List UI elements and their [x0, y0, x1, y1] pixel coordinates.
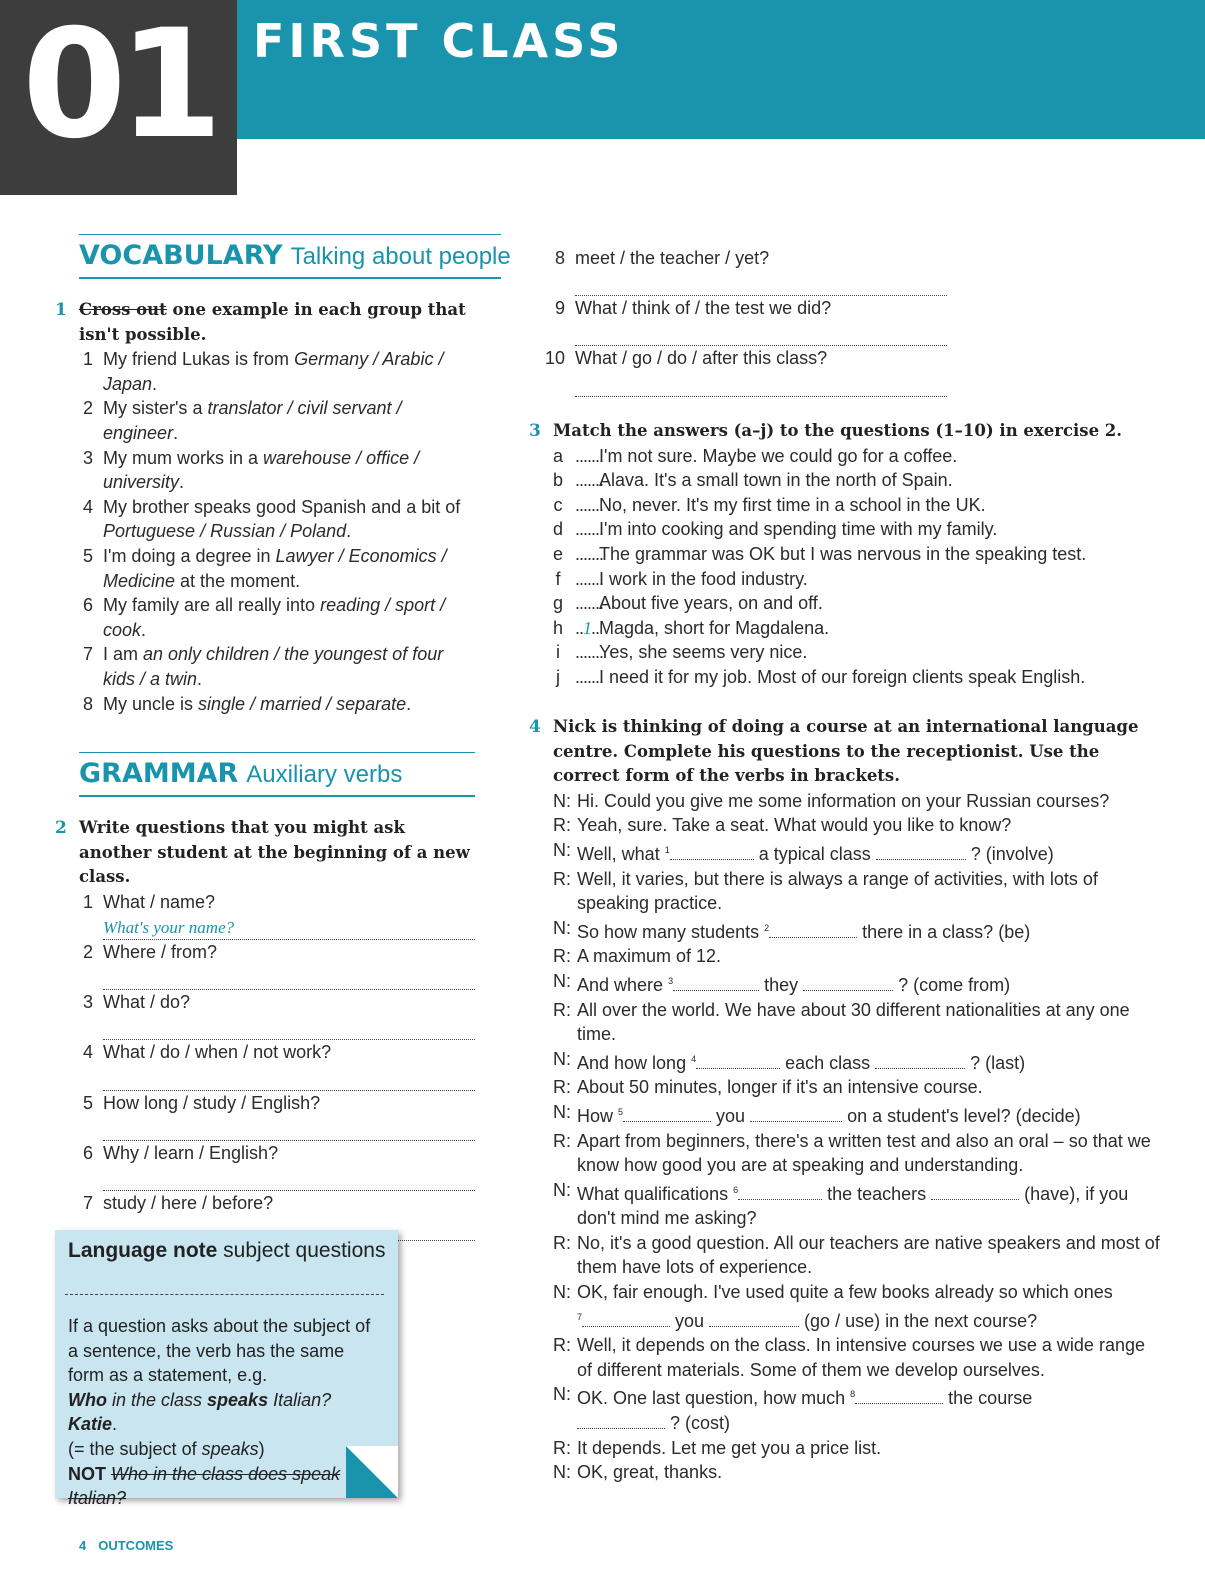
list-item: [79, 642, 479, 691]
question-item: [79, 1141, 475, 1191]
item-text-end: .: [406, 693, 412, 714]
match-item: [553, 468, 1153, 493]
answer-line[interactable]: [103, 965, 475, 991]
answer-text: About five years, on and off.: [599, 593, 823, 614]
item-text-end: .: [152, 373, 158, 394]
item-number: 4: [82, 1042, 93, 1063]
answer-blank[interactable]: .......: [575, 666, 604, 687]
exercise-2-number: 2: [55, 818, 67, 838]
example-italian: Italian?: [268, 1389, 332, 1410]
item-text: My brother speaks good Spanish and a bit of: [103, 496, 461, 517]
gap-3b[interactable]: [803, 976, 893, 991]
dialogue-line: N: And how long $^4$ each class ? (last): [553, 1048, 1026, 1073]
item-number: 6: [82, 595, 93, 616]
dialogue-line: R: Well, it depends on the class. In intensive courses we use a wide range of different materials. Some of them we develop ourselves.: [553, 1335, 1145, 1380]
page-footer: [79, 1538, 173, 1553]
item-text: I'm doing a degree in: [103, 545, 276, 566]
dialogue-line: N: OK, great, thanks.: [553, 1462, 723, 1483]
example-katie: Katie: [68, 1414, 113, 1435]
dialogue-line: N: Well, what $^1$ a typical class ? (involve): [553, 839, 1054, 864]
example-speaks: speaks: [207, 1389, 269, 1410]
question-prompt: What / do / when / not work?: [103, 1042, 332, 1063]
language-note-title: [68, 1238, 388, 1263]
dialogue-line: R: A maximum of 12.: [553, 946, 722, 967]
item-options[interactable]: Lawyer / Economics / Medicine: [103, 545, 447, 591]
item-text: My sister's a: [103, 398, 208, 419]
item-letter: c: [553, 494, 563, 515]
item-options[interactable]: reading / sport / cook: [103, 595, 446, 640]
item-letter: h: [553, 617, 564, 638]
question-prompt: What / do?: [103, 992, 191, 1013]
paren-open: (= the subject of: [68, 1438, 202, 1459]
item-number: 2: [82, 398, 93, 419]
page-fold-cut: [346, 1446, 398, 1498]
cross-out-label: Cross out: [79, 300, 167, 319]
language-note-body: [68, 1314, 378, 1511]
item-number: 4: [82, 496, 93, 517]
answer-text: I'm into cooking and spending time with my family.: [599, 519, 998, 540]
item-letter: d: [553, 519, 564, 540]
item-number: 8: [82, 693, 93, 714]
item-number: 1: [82, 891, 93, 912]
item-number: 8: [554, 248, 565, 268]
list-item: [79, 446, 479, 495]
answer-text: Alava. It's a small town in the north of Spain.: [599, 470, 953, 491]
question-prompt: What / go / do / after this class?: [575, 348, 828, 369]
question-item: [79, 1091, 475, 1141]
item-options[interactable]: warehouse / office / university: [103, 447, 420, 493]
question-prompt: What / name?: [103, 891, 216, 912]
item-text-end: .: [141, 619, 147, 640]
item-options[interactable]: translator / civil servant / engineer: [103, 398, 402, 443]
question-prompt: Why / learn / English?: [103, 1142, 279, 1163]
item-letter: j: [556, 666, 560, 687]
answer-blank[interactable]: .......: [575, 519, 604, 540]
language-note-title-bold: Language note: [68, 1239, 218, 1262]
answer-line[interactable]: [575, 321, 947, 347]
dialogue-line: N: So how many students $^2$ there in a class? (be): [553, 917, 1031, 942]
item-letter: a: [553, 445, 564, 466]
gap-4a[interactable]: [696, 1054, 780, 1069]
example-end: .: [112, 1414, 118, 1435]
not-label: NOT: [68, 1463, 106, 1484]
match-item: [553, 493, 1153, 518]
question-item: [79, 890, 475, 940]
question-item: [544, 346, 947, 396]
answer-text: I work in the food industry.: [599, 568, 808, 589]
answer-blank[interactable]: .......: [575, 543, 604, 564]
answer-text: Yes, she seems very nice.: [599, 642, 808, 663]
not-example: Who in the class does speak Italian?: [68, 1463, 341, 1509]
answer-blank[interactable]: .......: [575, 593, 604, 614]
question-prompt: study / here / before?: [103, 1192, 274, 1213]
exercise-4: [529, 715, 1163, 1485]
exercise-2-instruction: Write questions that you might ask another student at the beginning of a new class.: [79, 818, 470, 887]
exercise-2-continued: [544, 246, 947, 397]
dialogue-line: R: Yeah, sure. Take a seat. What would you like to know?: [553, 815, 1012, 836]
match-item: [553, 542, 1153, 567]
dialogue-line: N: OK. One last question, how much $^8$ the course ? (cost): [553, 1384, 1033, 1434]
item-letter: b: [553, 470, 564, 491]
list-item: [79, 495, 479, 544]
item-number: 6: [82, 1142, 93, 1163]
item-number: 10: [544, 348, 565, 369]
answer-text: No, never. It's my first time in a school in the UK.: [599, 494, 986, 515]
gap-5a[interactable]: [623, 1107, 711, 1122]
item-text: I am: [103, 644, 144, 665]
dialogue-line: N: How $^5$ you on a student's level? (decide): [553, 1101, 1081, 1126]
grammar-subheading: Auxiliary verbs: [246, 761, 403, 788]
exercise-3-number: 3: [529, 421, 541, 441]
example-who: Who: [68, 1389, 107, 1410]
item-number: 7: [82, 1192, 93, 1213]
gap-1b[interactable]: [876, 845, 966, 860]
answer-line[interactable]: [103, 914, 475, 940]
exercise-2-list-left: [79, 890, 475, 1241]
item-number: 5: [82, 545, 93, 566]
item-text-end: .: [197, 668, 203, 689]
handwritten-answer: What's your name?: [103, 918, 235, 938]
gap-2[interactable]: [769, 923, 857, 938]
answer-line[interactable]: [575, 371, 947, 397]
exercise-1-instruction: [79, 298, 479, 347]
gap-3a[interactable]: [673, 976, 759, 991]
handwritten-answer: 1: [583, 617, 592, 638]
answer-blank[interactable]: .......: [575, 642, 604, 663]
paren-word: speaks: [201, 1438, 259, 1459]
question-prompt: What / think of / the test we did?: [575, 298, 832, 319]
exercise-1-number: 1: [55, 300, 67, 320]
grammar-heading: [79, 752, 475, 797]
item-text: My mum works in a: [103, 447, 264, 468]
exercise-1: [55, 298, 479, 716]
item-options[interactable]: an only children / the youngest of four kids / a twin: [103, 644, 444, 689]
answer-blank[interactable]: .......: [575, 494, 604, 515]
exercise-4-instruction: Nick is thinking of doing a course at an international language centre. Complete his questions to the receptionist. Use the correct form of the verbs in brackets.: [553, 717, 1139, 786]
exercise-3-instruction: Match the answers (a–j) to the questions (1–10) in exercise 2.: [553, 421, 1123, 440]
question-item: [79, 990, 475, 1040]
gap-4b[interactable]: [875, 1054, 965, 1069]
answer-line[interactable]: [103, 1165, 475, 1191]
item-letter: g: [553, 593, 564, 614]
dialogue-line: R: No, it's a good question. All our teachers are native speakers and most of them have lots of experience.: [553, 1232, 1160, 1278]
dialogue-line: N: What qualifications $^6$ the teachers (have), if you don't mind me asking?: [553, 1179, 1129, 1229]
question-item: [79, 940, 475, 990]
question-item: [551, 246, 947, 296]
item-number: 3: [82, 447, 93, 468]
exercise-1-list: [79, 347, 479, 716]
dialogue-line: R: About 50 minutes, longer if it's an intensive course.: [553, 1077, 983, 1098]
dialogue-line: R: All over the world. We have about 30 different nationalities at any one time.: [553, 999, 1130, 1045]
item-letter: e: [553, 543, 564, 564]
item-letter: i: [556, 642, 560, 663]
item-number: 9: [554, 298, 565, 319]
item-text-end: .: [346, 521, 352, 542]
item-letter: f: [555, 568, 561, 589]
gap-7b[interactable]: [709, 1312, 799, 1327]
exercise-3: [529, 419, 1153, 690]
exercise-1-instruction-rest: one example in each group that isn't possible.: [79, 300, 466, 344]
match-item: [553, 517, 1153, 542]
list-item: [79, 396, 479, 445]
item-text-end: .: [179, 472, 185, 493]
exercise-3-list: [553, 444, 1153, 690]
gap-6a[interactable]: [738, 1185, 822, 1200]
unit-title-bar: [237, 0, 1205, 139]
language-note-text: If a question asks about the subject of a sentence, the verb has the same form as a statement, e.g.: [68, 1316, 371, 1386]
item-text-end: .: [173, 422, 179, 443]
gap-5b[interactable]: [750, 1107, 842, 1122]
dialogue-line: N: OK, fair enough. I've used quite a few books already so which ones $^7$ you (go / use) in the next course?: [553, 1282, 1113, 1331]
gap-8a[interactable]: [855, 1389, 943, 1404]
answer-line[interactable]: [103, 1015, 475, 1041]
gap-7a[interactable]: [582, 1312, 670, 1327]
exercise-2: [55, 816, 475, 1241]
book-title: OUTCOMES: [98, 1538, 174, 1553]
item-options[interactable]: Portuguese / Russian / Poland: [103, 521, 347, 542]
item-text: My uncle is: [103, 693, 199, 714]
gap-8b[interactable]: [577, 1414, 665, 1429]
dialogue-line: R: Well, it varies, but there is always a range of activities, with lots of speaking practice.: [553, 868, 1098, 914]
match-item: [553, 640, 1153, 665]
question-item: [551, 296, 947, 346]
paren-close: ): [258, 1438, 265, 1459]
item-number: 7: [82, 644, 93, 665]
list-item: [79, 593, 479, 642]
dialogue: [553, 789, 1163, 1485]
exercise-2-list-right: [544, 246, 947, 397]
language-note-title-rest: subject questions: [217, 1239, 386, 1262]
item-options[interactable]: Germany / Arabic / Japan: [103, 349, 444, 394]
answer-line[interactable]: [103, 1115, 475, 1141]
language-note-divider: [65, 1294, 384, 1295]
answer-line[interactable]: [103, 1065, 475, 1091]
match-item: [553, 591, 1153, 616]
item-text: My family are all really into: [103, 595, 321, 616]
unit-number: 01: [0, 0, 237, 195]
match-item: [553, 665, 1153, 690]
dialogue-line: N: Hi. Could you give me some information on your Russian courses?: [553, 790, 1110, 811]
gap-6b[interactable]: [931, 1185, 1019, 1200]
question-prompt: Where / from?: [103, 941, 218, 962]
vocabulary-heading-label: VOCABULARY: [79, 240, 283, 271]
dialogue-line: R: Apart from beginners, there's a written test and also an oral – so that we know how good you are at speaking and understanding.: [553, 1130, 1151, 1176]
grammar-heading-label: GRAMMAR: [79, 758, 239, 789]
answer-blank[interactable]: .......: [575, 568, 604, 589]
match-item: [553, 616, 1153, 641]
list-item: [79, 347, 479, 396]
question-prompt: meet / the teacher / yet?: [575, 248, 770, 268]
vocabulary-subheading: Talking about people: [290, 243, 511, 270]
match-item: [553, 567, 1153, 592]
item-number: 3: [82, 992, 93, 1013]
answer-text: Magda, short for Magdalena.: [599, 617, 830, 638]
exercise-4-number: 4: [529, 717, 541, 737]
gap-1a[interactable]: [670, 845, 754, 860]
example-mid: in the class: [106, 1389, 208, 1410]
item-text-end: at the moment.: [175, 570, 301, 591]
dialogue-line: R: It depends. Let me get you a price list.: [553, 1437, 882, 1458]
answer-line[interactable]: [575, 271, 947, 297]
page-number: 4: [79, 1538, 87, 1553]
answer-text: I need it for my job. Most of our foreign clients speak English.: [599, 666, 1086, 687]
unit-title: FIRST CLASS: [253, 14, 625, 68]
answer-blank[interactable]: .......: [575, 470, 604, 491]
dialogue-line: N: And where $^3$ they ? (come from): [553, 970, 1011, 995]
list-item: [79, 544, 479, 593]
question-item: [79, 1040, 475, 1090]
list-item: [79, 692, 479, 717]
item-number: 5: [82, 1092, 93, 1113]
question-prompt: How long / study / English?: [103, 1092, 321, 1113]
item-text: My friend Lukas is from: [103, 349, 295, 370]
item-number: 1: [82, 349, 93, 370]
answer-text: I'm not sure. Maybe we could go for a coffee.: [599, 445, 958, 466]
answer-blank[interactable]: .......: [575, 445, 604, 466]
answer-blank[interactable]: ..1..: [575, 617, 600, 638]
item-options[interactable]: single / married / separate: [198, 693, 407, 714]
language-note: [55, 1230, 398, 1509]
answer-text: The grammar was OK but I was nervous in the speaking test.: [599, 543, 1087, 564]
vocabulary-heading: [79, 234, 511, 279]
item-number: 2: [82, 941, 93, 962]
match-item: [553, 444, 1153, 469]
